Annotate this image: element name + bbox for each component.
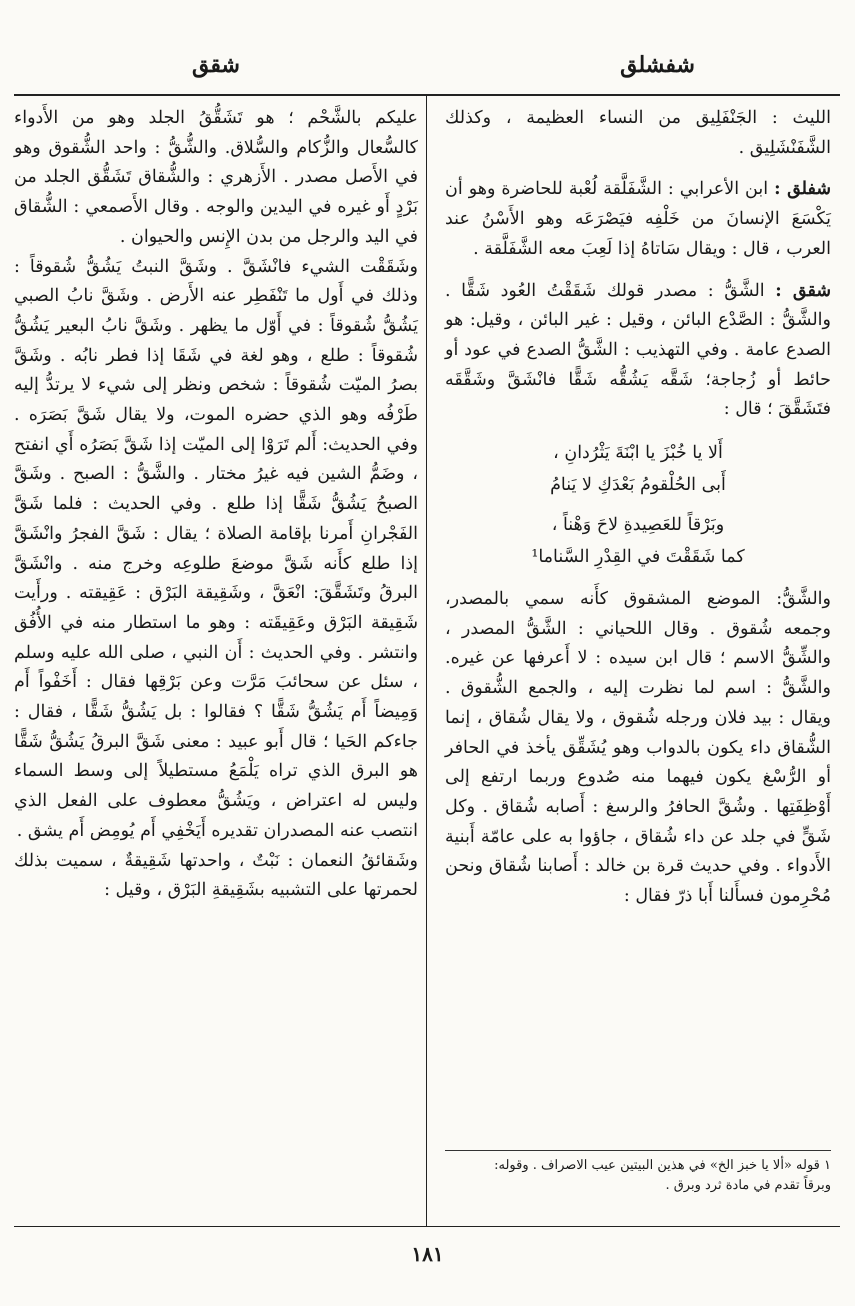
page-number: ١٨١ [411,1242,444,1266]
footnote [445,1156,831,1196]
entry-paragraph: وشَقَقْت الشيء فانْشَقَّ . وشَقَّ النبتُ يَشُقُّ شُقوقاً : وذلك في أَول ما تَنْفَطِر عنه الأَرض . وشَقَّ نابُ الصبي يَشُقُّ شُقوقاً : في أَوّل ما يظهر . وشَقَّ نابُ البعير يَشُقُّ شُقوقاً : طلع ، وهو لغة في شَقَا إذا فطر نابُه . وشَقَّ بصرُ الميّت شُقوقاً : شخص ونظر إلى شيء لا يرتدُّ إليه طَرْفُه وهو الذي حضره الموت، ولا يقال شَقَّ بَصَرَه . وفي الحديث: أَلم تَرَوْا إلى الميّت إذا شَقَّ بَصَرُه أَي انفتح ، وضَمُّ الشين فيه غيرُ مختار . والشَّقُّ : الصبح . وشَقَّ الصبحُ يَشُقُّ شَقًّا إذا طلع . وفي الحديث : فلما شَقَّ الفَجْرانِ أَمرنا بإقامة الصلاة ؛ يقال : شَقَّ الفجرُ وانْشَقَّ إذا طلع كأَنه شَقَّ موضعَ طلوعِه وخرج منه . وانْشَقَّ البرقُ وتَشَقَّقَ: انْعَقَّ ، وشَقِيقة البَرْق : عَقِيقته . ورأَيت شَقِيقة البَرْق وعَقِيقَته : وهو ما استطار منه في الأُفُق وانتشر . وفي الحديث : أَن النبي ، صلى الله عليه وسلم ، سئل عن سحائبَ مَرَّت وعن بَرْقِها فقال : أَخَفْواً أَم وَمِيضاً أَم يَشُقُّ شَقًّا ؟ فقالوا : بل يَشُقُّ شَقًّا ، فقال : جاءكم الحَيا ؛ قال أَبو عبيد : معنى شَقَّ البرقُ يَشُقُّ شَقًّا هو البرق الذي تراه يَلْمَعُ مستطيلاً إلى وسط السماء وليس له اعتراض ، ويَشُقُّ معطوف على الفعل الذي انتصب عنه المصدران تقديره أَيَخْفِي أَم يُومِض أَم يشق . [14,256,418,841]
verse-line: وبَرْقاً للعَصِيدةِ لاحَ وَهْناً ، [551,515,725,536]
column-divider [426,96,427,1226]
entry-headword: شقق : [775,280,831,301]
right-column [445,104,831,912]
footnote-rule [445,1150,831,1151]
entry-paragraph: وشَقائقُ النعمان : نَبْتٌ ، واحدتها شَقِيقةٌ ، سميت بذلك لحمرتها على التشبيه بشَقِيقةِ البَرْق ، وقيل : [14,850,418,901]
entry-text: الشَّقُّ : مصدر قولك شَقَقْتُ العُود شَقًّا . والشَّقُّ : الصَّدْع البائن ، وقيل : غير البائن ، وقيل: هو الصدع عامة . وفي التهذيب : الشَّقُّ الصدع في عود أو حائط أو زُجاجة؛ شَقَّه يَشُقُّه شَقًّا فانْشَقَّ وشَقَّقَه فتَشَقَّقَ ؛ قال : [445,280,831,420]
entry-text: ابن الأعرابي : الشَّفَلَّقة لُعْبة للحاضرة وهو أن يَكْسَعَ الإنسانَ من خَلْفِه فيَصْرَعَه وهو الأَسْنُ عند العرب ، قال : ويقال سَاتاهُ إذا لَعِبَ معه الشَّفَلَّقة . [445,179,831,259]
entry-headword: شفلق : [774,179,831,200]
running-header-right: شفشلق [620,52,695,78]
entry-paragraph: والشَّقُّ: الموضع المشقوق كأَنه سمي بالمصدر، وجمعه شُقوق . وقال اللحياني : الشَّقُّ المصدر ، والشِّقُّ الاسم ؛ قال ابن سيده : لا أَعرفها عن غيره. والشَّقُّ : اسم لما نظرت إليه ، والجمع الشُّقوق . ويقال : بيد فلان ورجله شُقوق ، ولا يقال شُقاق ، إنما الشُّقاق داء يكون بالدواب وهو يُشَقِّق يأخذ في الحافر أو الرُّسْغ يكون فيهما منه صُدوع وربما ارتفع إلى أَوْظِفَتِها . وشُقَّ الحافرُ والرسغ : أَصابه شُقاق . وكل شَقٍّ في جلد عن داء شُقاق ، جاؤوا به على عامّة أَبنية الأَدواء . وفي حديث قرة بن خالد : أَصابنا شُقاق ونحن مُحْرِمون فسأَلنا أَبا ذرّ فقال : [445,589,831,907]
footnote-line: وبرقاً تقدم في مادة ثرد وبرق . [665,1178,831,1193]
entry-continuation: الليث : الجَنْفَلِيق من النساء العظيمة ، وكذلك الشَّفَنْشَلِيق . [445,108,831,158]
top-rule [14,94,840,96]
verse-line: كما شَقَقْتَ في القِدْرِ السَّناما¹ [531,547,745,568]
entry-shfalq [445,175,831,264]
entry-shaqq [445,277,831,426]
footnote-line: ١ قوله «ألا يا خبز الخ» في هذين البيتين عيب الاصراف . وقوله: [494,1158,831,1173]
bottom-rule [14,1226,840,1227]
verse-line: أَلا يا خُبْزَ يا ابْنَةَ يَثْرُدانِ ، [553,443,723,464]
verse-line: أَبى الحُلْقومُ بَعْدَكِ لا يَنامُ [550,475,726,496]
entry-paragraph: عليكم بالشَّحْم ؛ هو تَشَقُّقُ الجلد وهو من الأَدواء كالسُّعال والزُّكام والسُّلاق. والشُّقُّ : واحد الشُّقوق وهو في الأَصل مصدر . الأَزهري : والشُّقاق تَشَقُّق الجلد من بَرْدٍ أَو غيره في اليدين والوجه . وقال الأَصمعي : الشُّقاق في اليد والرجل من بدن الإِنس والحيوان . [14,108,418,247]
running-header-left: شقق [192,52,240,78]
left-column [14,104,418,906]
